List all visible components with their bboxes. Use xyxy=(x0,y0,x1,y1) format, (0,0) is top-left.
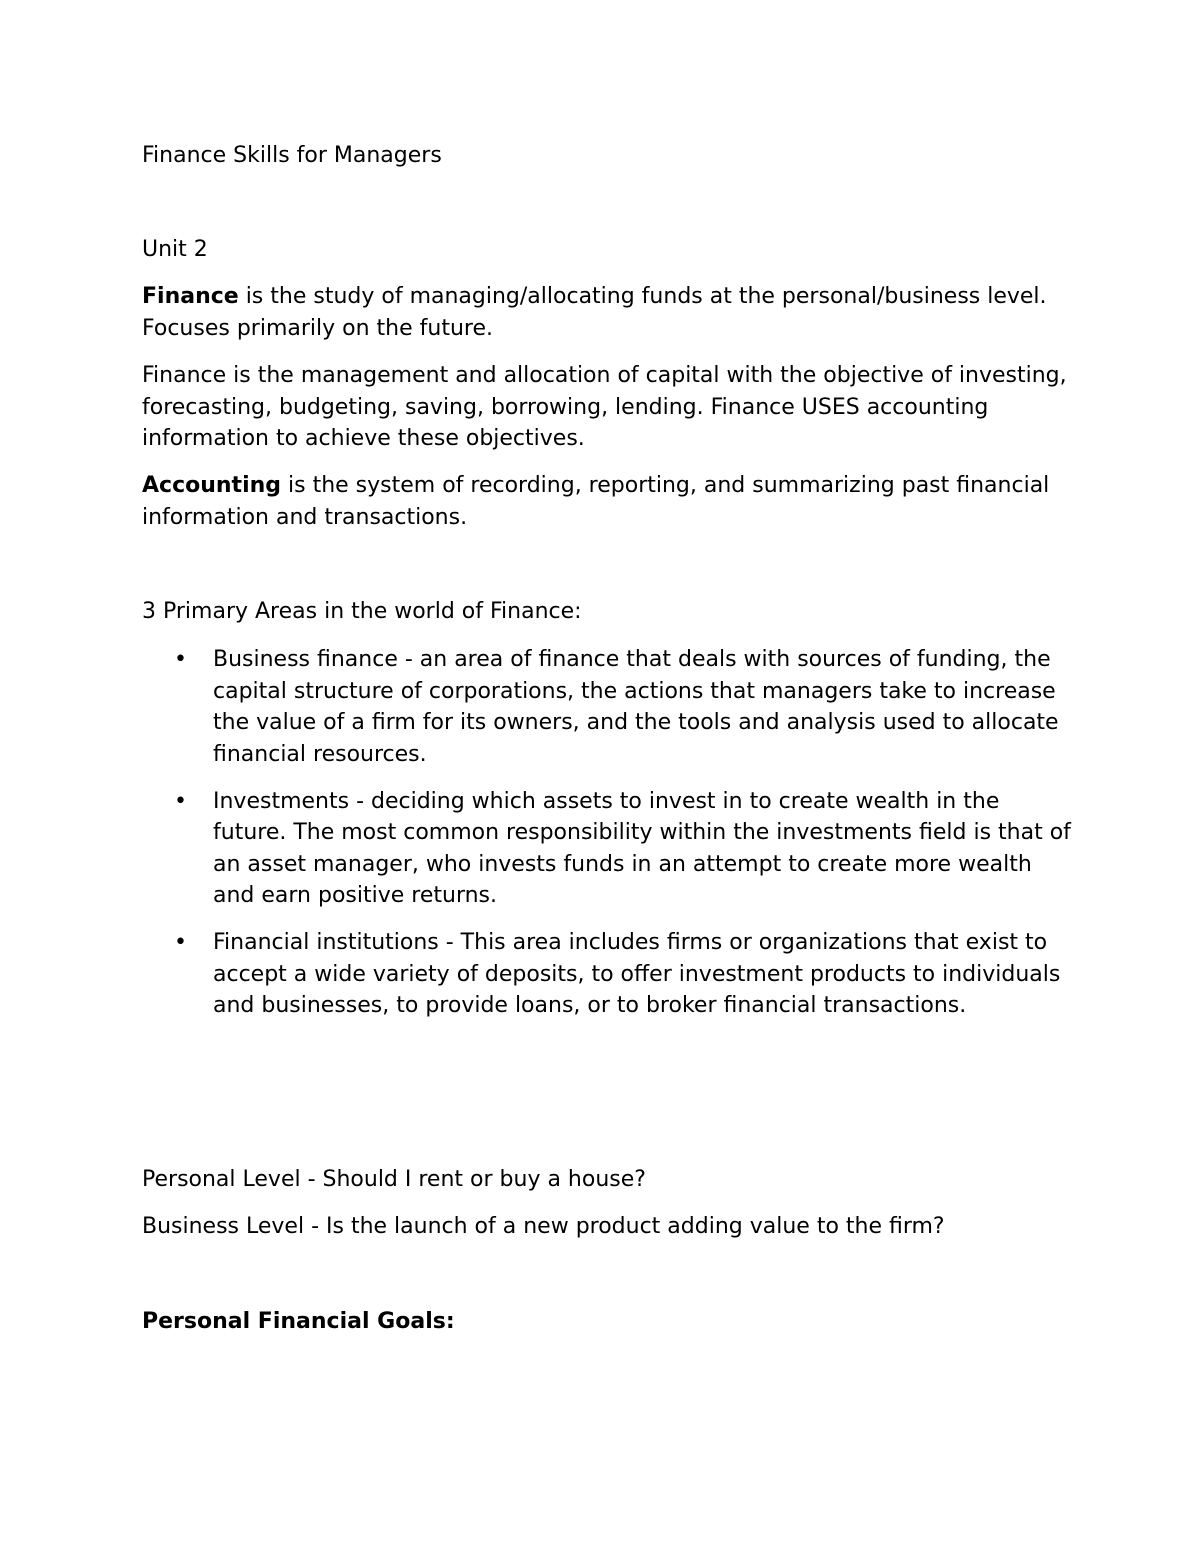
bullet-icon: • xyxy=(174,788,187,814)
personal-goals-heading xyxy=(142,1306,1072,1338)
bullet-icon: • xyxy=(174,930,187,955)
business-level-question: Business Level - Is the launch of a new product adding value to the firm? xyxy=(142,1214,945,1239)
list-item xyxy=(142,786,1072,912)
accounting-definition xyxy=(142,470,1072,533)
personal-level-question: Personal Level - Should I rent or buy a house? xyxy=(142,1167,646,1192)
area-investments: Investments - deciding which assets to invest in to create wealth in the future. The most common responsibility within the investments field is that of an asset manager, who invests funds in an attempt to create more wealth and earn positive returns. xyxy=(213,788,1071,908)
list-item xyxy=(142,644,1072,770)
finance-definition xyxy=(142,281,1072,344)
course-title: Finance Skills for Managers xyxy=(142,143,442,168)
finance-description: Finance is the management and allocation of capital with the objective of investing, forecasting, budgeting, saving, borrowing, lending. Finance USES accounting information to achieve these objectives. xyxy=(142,363,1067,451)
accounting-definition-text: is the system of recording, reporting, and summarizing past financial information and transactions. xyxy=(142,473,1050,530)
unit-label: Unit 2 xyxy=(142,237,208,262)
finance-term: Finance xyxy=(142,284,239,309)
areas-list xyxy=(142,644,1072,1037)
area-business-finance: Business finance - an area of finance that deals with sources of funding, the capital structure of corporations, the actions that managers take to increase the value of a firm for its owners, and the tools and analysis used to allocate financial resources. xyxy=(213,647,1059,767)
personal-goals-heading-text: Personal Financial Goals: xyxy=(142,1309,455,1334)
bullet-icon: • xyxy=(174,647,187,672)
accounting-term: Accounting xyxy=(142,473,282,498)
list-item xyxy=(142,927,1072,1022)
areas-heading: 3 Primary Areas in the world of Finance: xyxy=(142,599,582,624)
area-financial-institutions: Financial institutions - This area includes firms or organizations that exist to accept a wide variety of deposits, to offer investment products to individuals and businesses, to provide loans, or to broker financial transactions. xyxy=(213,930,1061,1018)
finance-definition-text: is the study of managing/allocating funds at the personal/business level. Focuses primarily on the future. xyxy=(142,284,1047,341)
